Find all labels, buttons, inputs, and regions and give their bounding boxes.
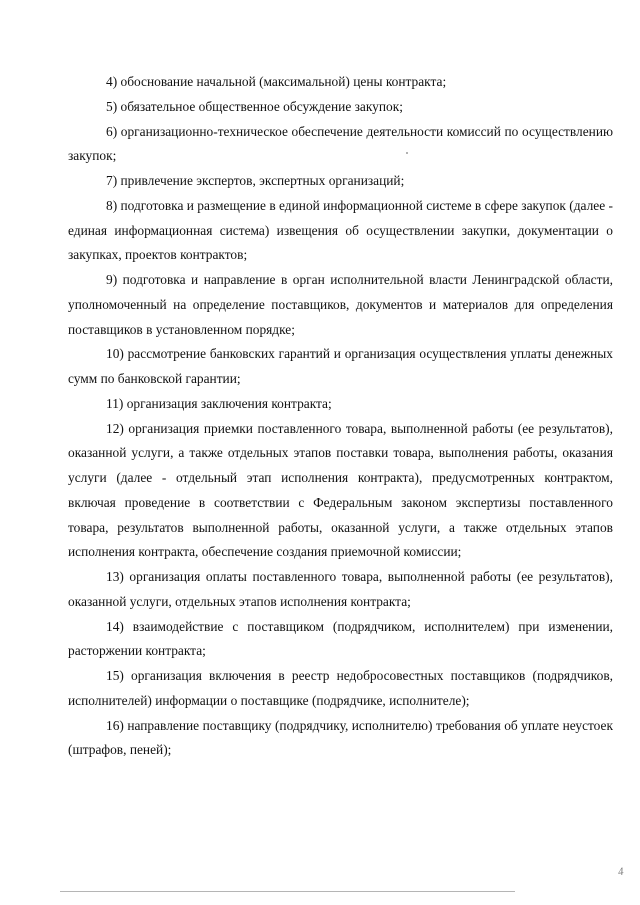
- list-item-4: 4) обоснование начальной (максимальной) цены контракта;: [106, 74, 447, 89]
- list-item-10: 10) рассмотрение банковских гарантий и организация осуществления уплаты денежных сумм по банковской гарантии;: [68, 346, 613, 386]
- list-item-11: 11) организация заключения контракта;: [106, 395, 332, 411]
- list-item-8: 8) подготовка и размещение в единой информационной системе в сфере закупок (далее - единая информационная система) извещения об осуществлении закупки, документации о закупках, проектов контрактов;: [68, 197, 613, 263]
- list-item-7: 7) привлечение экспертов, экспертных организаций;: [106, 173, 405, 188]
- page-number: 4: [617, 865, 625, 879]
- list-item-16: 16) направление поставщику (подрядчику, исполнителю) требования об уплате неустоек (штрафов, пеней);: [68, 717, 613, 758]
- document-body: [68, 70, 613, 763]
- list-item-9: 9) подготовка и направление в орган исполнительной власти Ленинградской области, уполномоченный на определение поставщиков, документов и материалов для определения поставщиков в установленном порядке;: [68, 272, 613, 337]
- list-item-6: 6) организационно-техническое обеспечение деятельности комиссий по осуществлению закупок;: [68, 123, 613, 164]
- list-item-15: 15) организация включения в реестр недобросовестных поставщиков (подрядчиков, исполнителей) информации о поставщике (подрядчике, исполнителе);: [68, 668, 613, 708]
- bottom-edge-line: [60, 891, 515, 892]
- scan-speck: [406, 152, 408, 154]
- list-item-5: 5) обязательное общественное обсуждение закупок;: [106, 98, 403, 114]
- list-item-14: 14) взаимодействие с поставщиком (подрядчиком, исполнителем) при изменении, расторжении контракта;: [68, 618, 613, 659]
- list-item-12: 12) организация приемки поставленного товара, выполненной работы (ее результатов), оказанной услуги, а также отдельных этапов поставки товара, выполнения работы, оказания услуги (далее - отдельный этап исполнения контракта), предусмотренных контрактом, включая проведение в соответствии с Федеральным законом экспертизы поставленного товара, результатов выполненной работы, оказанной услуги, а также отдельных этапов исполнения контракта, обеспечение создания приемочной комиссии;: [68, 420, 613, 560]
- list-item-13: 13) организация оплаты поставленного товара, выполненной работы (ее результатов), оказанной услуги, отдельных этапов исполнения контракта;: [68, 569, 613, 609]
